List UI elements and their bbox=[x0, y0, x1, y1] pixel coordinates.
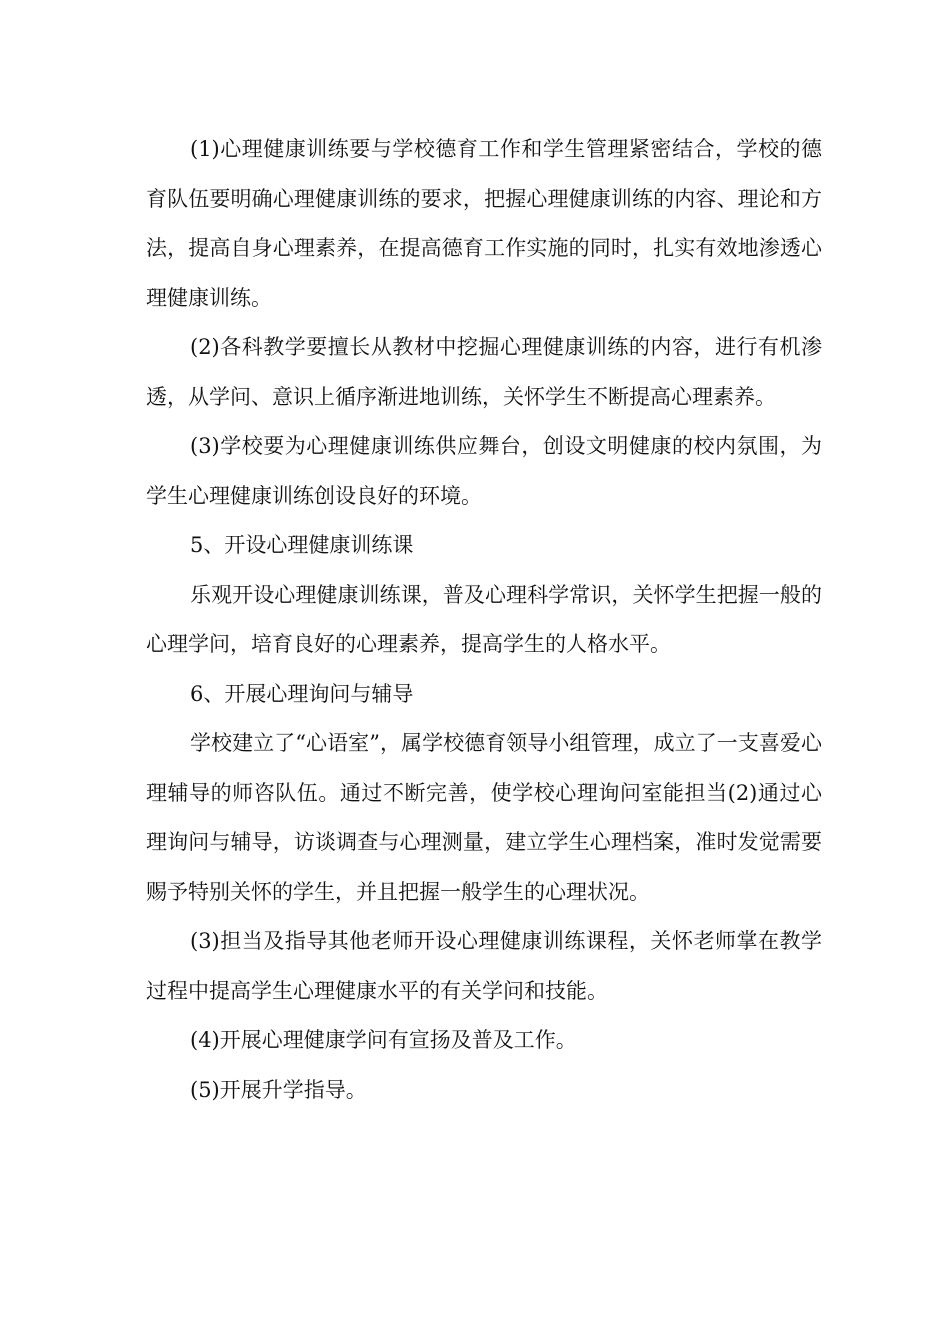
document-body bbox=[146, 125, 822, 1115]
paragraph-item-3: (3)担当及指导其他老师开设心理健康训练课程，关怀老师掌在教学过程中提高学生心理健康水平的有关学问和技能。 bbox=[146, 929, 822, 1003]
section-heading-6: 6、开展心理询问与辅导 bbox=[190, 681, 414, 706]
section-heading-5: 5、开设心理健康训练课 bbox=[190, 533, 414, 557]
paragraph-counseling-room: 学校建立了“心语室”，属学校德育领导小组管理，成立了一支喜爱心理辅导的师咨队伍。通过不断完善，使学校心理询问室能担当(2)通过心理询问与辅导，访谈调查与心理测量，建立学生心理档案，准时发觉需要赐予特别关怀的学生，并且把握一般学生的心理状况。 bbox=[146, 731, 822, 904]
paragraph-guideline-3: (3)学校要为心理健康训练供应舞台，创设文明健康的校内氛围，为学生心理健康训练创设良好的环境。 bbox=[146, 434, 822, 508]
paragraph-guideline-2: (2)各科教学要擅长从教材中挖掘心理健康训练的内容，进行有机渗透，从学问、意识上循序渐进地训练，关怀学生不断提高心理素养。 bbox=[146, 335, 822, 409]
paragraph-course: 乐观开设心理健康训练课，普及心理科学常识，关怀学生把握一般的心理学问，培育良好的心理素养，提高学生的人格水平。 bbox=[146, 582, 822, 656]
paragraph-item-4: (4)开展心理健康学问有宣扬及普及工作。 bbox=[190, 1028, 577, 1052]
paragraph-item-5: (5)开展升学指导。 bbox=[190, 1077, 367, 1102]
paragraph-guideline-1: (1)心理健康训练要与学校德育工作和学生管理紧密结合，学校的德育队伍要明确心理健康训练的要求，把握心理健康训练的内容、理论和方法，提高自身心理素养，在提高德育工作实施的同时，扎实有效地渗透心理健康训练。 bbox=[146, 137, 822, 310]
